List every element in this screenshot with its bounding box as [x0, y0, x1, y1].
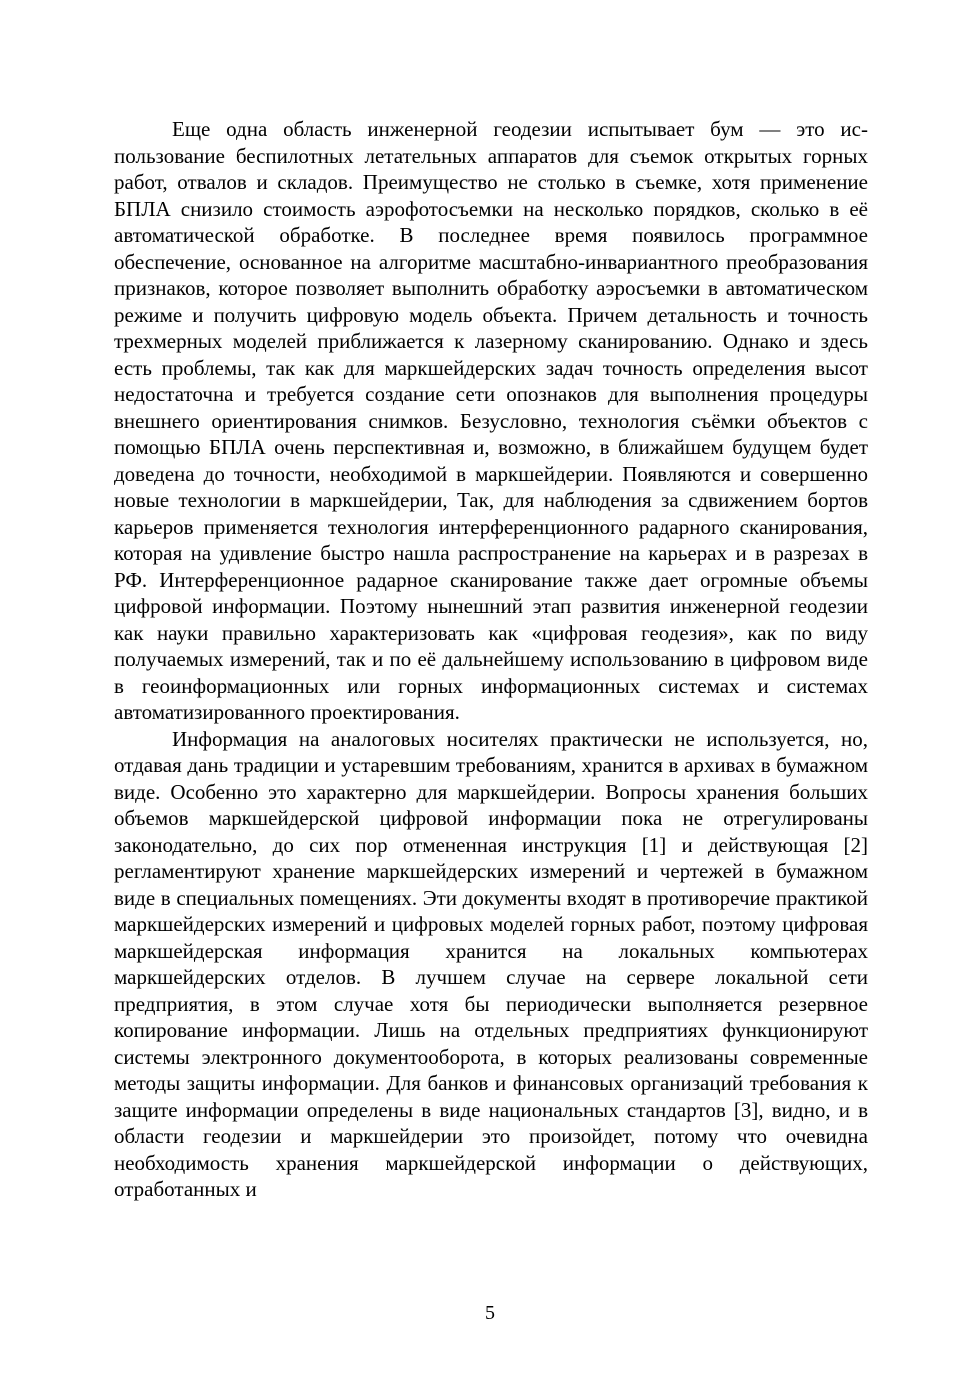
- page-number: 5: [485, 1302, 495, 1324]
- paragraph-uav-surveying: Еще одна область инженерной геодезии испытывает бум — это использование беспилотных летательных аппаратов для съемок открытых горных работ, отвалов и складов. Преимущество не столько в съемке, хотя применение БПЛА снизило стоимость аэрофотосъемки на несколько порядков, сколько в её автоматической обработке. В последнее время появилось программное обеспечение, основанное на алгоритме масштабно-инвариантного преобразования признаков, которое позволяет выполнить обработку аэросъемки в автоматическом режиме и получить цифровую модель объекта. Причем детальность и точность трехмерных моделей приближается к лазерному сканированию. Однако и здесь есть проблемы, так как для маркшейдерских задач точность определения высот недостаточна и требуется создание сети опознаков для выполнения процедуры внешнего ориентирования снимков. Безусловно, технология съёмки объектов с помощью БПЛА очень перспективная и, возможно, в ближайшем будущем будет доведена до точности, необходимой в маркшейдерии. Появляются и совершенно новые технологии в маркшейдерии, Так, для наблюдения за сдвижением бортов карьеров применяется технология интерференционного радарного сканирования, которая на удивление быстро нашла распространение на карьерах и в разрезах в РФ. Интерференционное радарное сканирование также дает огромные объемы цифровой информации. Поэтому нынешний этап развития инженерной геодезии как науки правильно характеризовать как «цифровая геодезия», как по виду получаемых измерений, так и по её дальнейшему использованию в цифровом виде в геоинформационных или горных информационных системах и системах автоматизированного проектирования.: [114, 117, 868, 724]
- paragraph-information-storage: Информация на аналоговых носителях практически не используется, но, отдавая дань традиции и устаревшим требованиям, хранится в архивах в бумажном виде. Особенно это характерно для маркшейдерии. Вопросы хранения больших объемов маркшейдерской цифровой информации пока не отрегулированы законодательно, до сих пор отмененная инструкция [1] и действующая [2] регламентируют хранение маркшейдерских измерений и чертежей в бумажном виде в специальных помещениях. Эти документы входят в противоречие практикой маркшейдерских измерений и цифровых моделей горных работ, поэтому цифровая маркшейдерская информация хранится на локальных компьютерах маркшейдерских отделов. В лучшем случае на сервере локальной сети предприятия, в этом случае хотя бы периодически выполняется резервное копирование информации. Лишь на отдельных предприятиях функционируют системы электронного документооборота, в которых реализованы современные методы защиты информации. Для банков и финансовых организаций требования к защите информации определены в виде национальных стандартов [3], видно, и в области геодезии и маркшейдерии это произойдет, потому что очевидна необходимость хранения маркшейдерской информации о действующих, отработанных и: [114, 726, 868, 1201]
- body-text: [114, 116, 868, 1203]
